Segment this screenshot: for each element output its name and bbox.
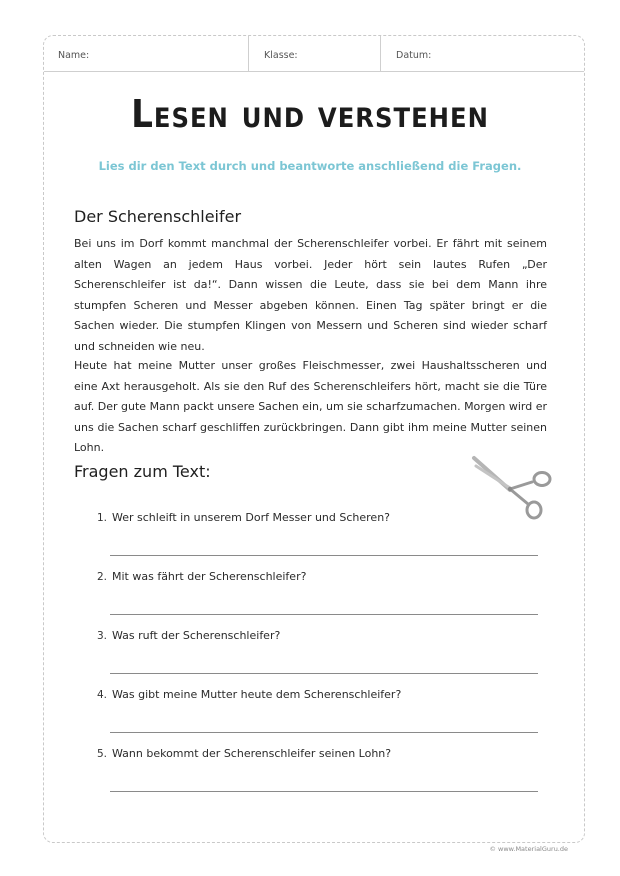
question-list [93, 508, 539, 803]
question-text: Wer schleift in unserem Dorf Messer und Scheren? [112, 511, 391, 524]
questions-heading: Fragen zum Text: [74, 462, 211, 481]
question-text: Was ruft der Scherenschleifer? [112, 629, 281, 642]
question-number: 5. [96, 748, 107, 760]
question-number: 1. [96, 512, 107, 524]
answer-line[interactable] [110, 791, 538, 792]
header-row [44, 36, 584, 72]
question-item [93, 685, 539, 744]
date-label: Datum: [396, 50, 432, 61]
question-number: 4. [96, 689, 107, 701]
name-label: Name: [58, 50, 90, 61]
question-text: Was gibt meine Mutter heute dem Scherenschleifer? [112, 688, 402, 701]
story-paragraph-1: Bei uns im Dorf kommt manchmal der Scherenschleifer vorbei. Er fährt mit seinem alten Wagen an jedem Haus vorbei. Jeder hört sein lautes Rufen „Der Scherenschleifer ist da!“. Dann wissen die Leute, dass sie bei dem Mann ihre stumpfen Scheren und Messer abgeben können. Einen Tag später bringt er die Sachen wieder. Die stumpfen Klingen von Messern und Scheren sind wieder scharf und schneiden wie neu. [74, 237, 547, 353]
story-heading: Der Scherenschleifer [74, 207, 242, 226]
copyright-notice: © www.MaterialGuru.de [489, 845, 568, 853]
page-title: Lesen und verstehen [131, 92, 489, 136]
answer-line[interactable] [110, 673, 538, 674]
story-paragraph-2: Heute hat meine Mutter unser großes Fleischmesser, zwei Haushaltsscheren und eine Axt herausgeholt. Als sie den Ruf des Scherenschleifers hört, macht sie die Türe auf. Der gute Mann packt unsere Sachen ein, um sie scharfzumachen. Morgen wird er uns die Sachen scharf geschliffen zurückbringen. Dann gibt ihm meine Mutter seinen Lohn. [74, 359, 547, 454]
question-item [93, 744, 539, 803]
question-number: 2. [96, 571, 107, 583]
instructions: Lies dir den Text durch und beantworte anschließend die Fragen. [98, 159, 522, 173]
answer-line[interactable] [110, 732, 538, 733]
answer-line[interactable] [110, 614, 538, 615]
class-label: Klasse: [264, 50, 298, 61]
question-number: 3. [96, 630, 107, 642]
question-item [93, 626, 539, 685]
question-item [93, 567, 539, 626]
question-text: Mit was fährt der Scherenschleifer? [112, 570, 307, 583]
question-item [93, 508, 539, 567]
answer-line[interactable] [110, 555, 538, 556]
question-text: Wann bekommt der Scherenschleifer seinen Lohn? [112, 747, 392, 760]
class-field[interactable] [249, 36, 381, 71]
date-field[interactable] [381, 36, 584, 71]
name-field[interactable] [44, 36, 249, 71]
